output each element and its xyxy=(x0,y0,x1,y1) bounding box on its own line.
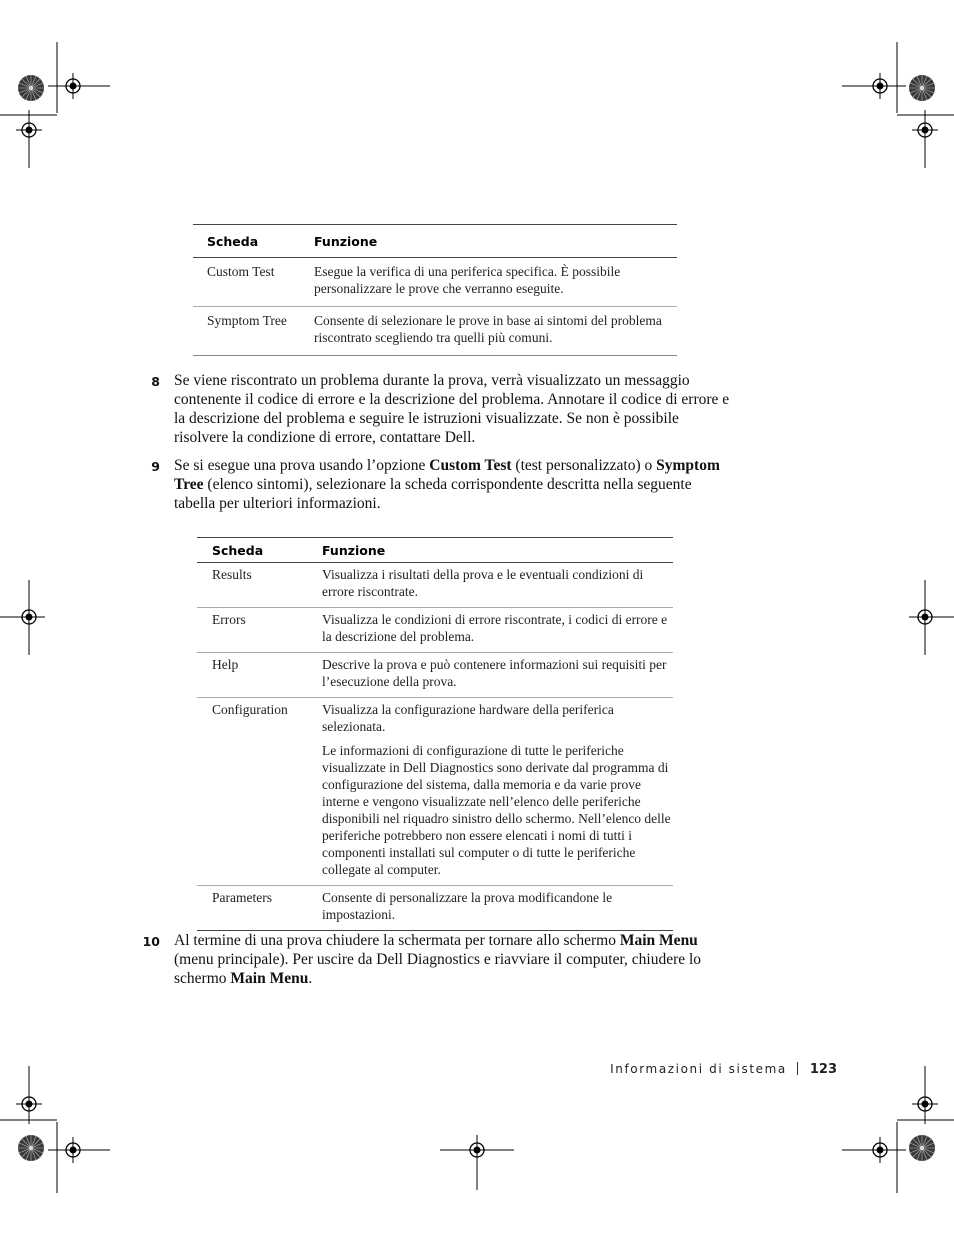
page-footer xyxy=(560,1062,837,1077)
step-10 xyxy=(140,931,730,988)
starburst-mark xyxy=(909,75,935,101)
column-header-scheda: Scheda xyxy=(193,225,300,258)
tab-description-cell: Visualizza i risultati della prova e le eventuali condizioni di errore riscontrate. xyxy=(307,563,673,608)
tab-name-cell: Configuration xyxy=(197,698,307,886)
option-custom-test: Custom Test xyxy=(429,457,512,474)
step-text: Al termine di una prova chiudere la schermata per tornare allo schermo Main Menu (menu principale). Per uscire da Dell Diagnostics e riavviare il computer, chiudere lo schermo Main Menu. xyxy=(174,932,702,987)
tab-description-cell: Consente di selezionare le prove in base ai sintomi del problema riscontrato scegliendo tra quelli più comuni. xyxy=(314,313,662,345)
tab-name-cell: Symptom Tree xyxy=(207,313,287,328)
table-header-row xyxy=(197,538,673,563)
step-number: 9 xyxy=(151,459,160,474)
tab-description-cell: Visualizza le condizioni di errore riscontrate, i codici di errore e la descrizione del problema. xyxy=(307,608,673,653)
tab-name-cell: Parameters xyxy=(212,890,272,905)
tab-description-cell: Descrive la prova e può contenere informazioni sui requisiti per l’esecuzione della prova. xyxy=(307,653,673,698)
page-number: 123 xyxy=(809,1062,837,1077)
table-row xyxy=(193,258,677,307)
step-number: 8 xyxy=(151,374,160,389)
tab-function-table-2 xyxy=(197,537,673,931)
step-number: 10 xyxy=(142,934,160,949)
column-header-funzione: Funzione xyxy=(307,538,673,563)
footer-separator xyxy=(797,1062,798,1075)
tab-description-cell: Esegue la verifica di una periferica specifica. È possibile personalizzare le prove che verranno eseguite. xyxy=(300,258,677,307)
option-symptom-tree: Symptom Tree xyxy=(174,457,720,493)
table-row xyxy=(193,307,677,356)
table-row xyxy=(197,698,673,886)
table-row xyxy=(197,563,673,608)
step-text: Se viene riscontrato un problema durante la prova, verrà visualizzato un messaggio contenente il codice di errore e la descrizione del problema. Annotare il codice di errore e la descrizione del problema e seguire le istruzioni visualizzate. Se non è possibile risolvere la condizione di errore, contattare Dell. xyxy=(174,372,730,446)
tab-name-cell: Results xyxy=(197,563,307,608)
tab-name-cell: Help xyxy=(197,653,307,698)
table-row xyxy=(197,886,673,931)
table-row xyxy=(197,608,673,653)
tab-function-table-1 xyxy=(193,224,677,356)
tab-description-cell: Consente di personalizzare la prova modificandone le impostazioni. xyxy=(322,890,613,922)
tab-name-cell: Custom Test xyxy=(193,258,300,307)
table-row xyxy=(197,653,673,698)
step-8 xyxy=(140,371,730,447)
starburst-mark xyxy=(18,75,44,101)
column-header-funzione: Funzione xyxy=(300,225,677,258)
step-text: Se si esegue una prova usando l’opzione Custom Test (test personalizzato) o Symptom Tree (elenco sintomi), selezionare la scheda corrispondente descritta nella seguente tabella per ulteriori informazioni. xyxy=(174,457,720,512)
main-menu-term: Main Menu xyxy=(619,932,698,949)
table-header-row xyxy=(193,225,677,258)
starburst-mark xyxy=(909,1135,935,1161)
tab-name-cell: Errors xyxy=(197,608,307,653)
step-9 xyxy=(140,456,730,513)
footer-section-title: Informazioni di sistema xyxy=(610,1062,787,1076)
starburst-mark xyxy=(18,1135,44,1161)
column-header-scheda: Scheda xyxy=(197,538,307,563)
main-menu-term: Main Menu xyxy=(230,970,309,987)
tab-description-cell: Visualizza la configurazione hardware della periferica selezionata. Le informazioni di configurazione di tutte le periferiche visualizzate in Dell Diagnostics sono derivate dal programma di configurazione del sistema, dalla memoria e da varie prove interne e vengono visualizzate nell’elenco delle periferiche disponibili nel riquadro sinistro dello schermo. Nell’elenco delle periferiche potrebbero non essere elencati i nomi di tutti i componenti installati sul computer o di tutte le periferiche collegate al computer. xyxy=(307,698,673,886)
